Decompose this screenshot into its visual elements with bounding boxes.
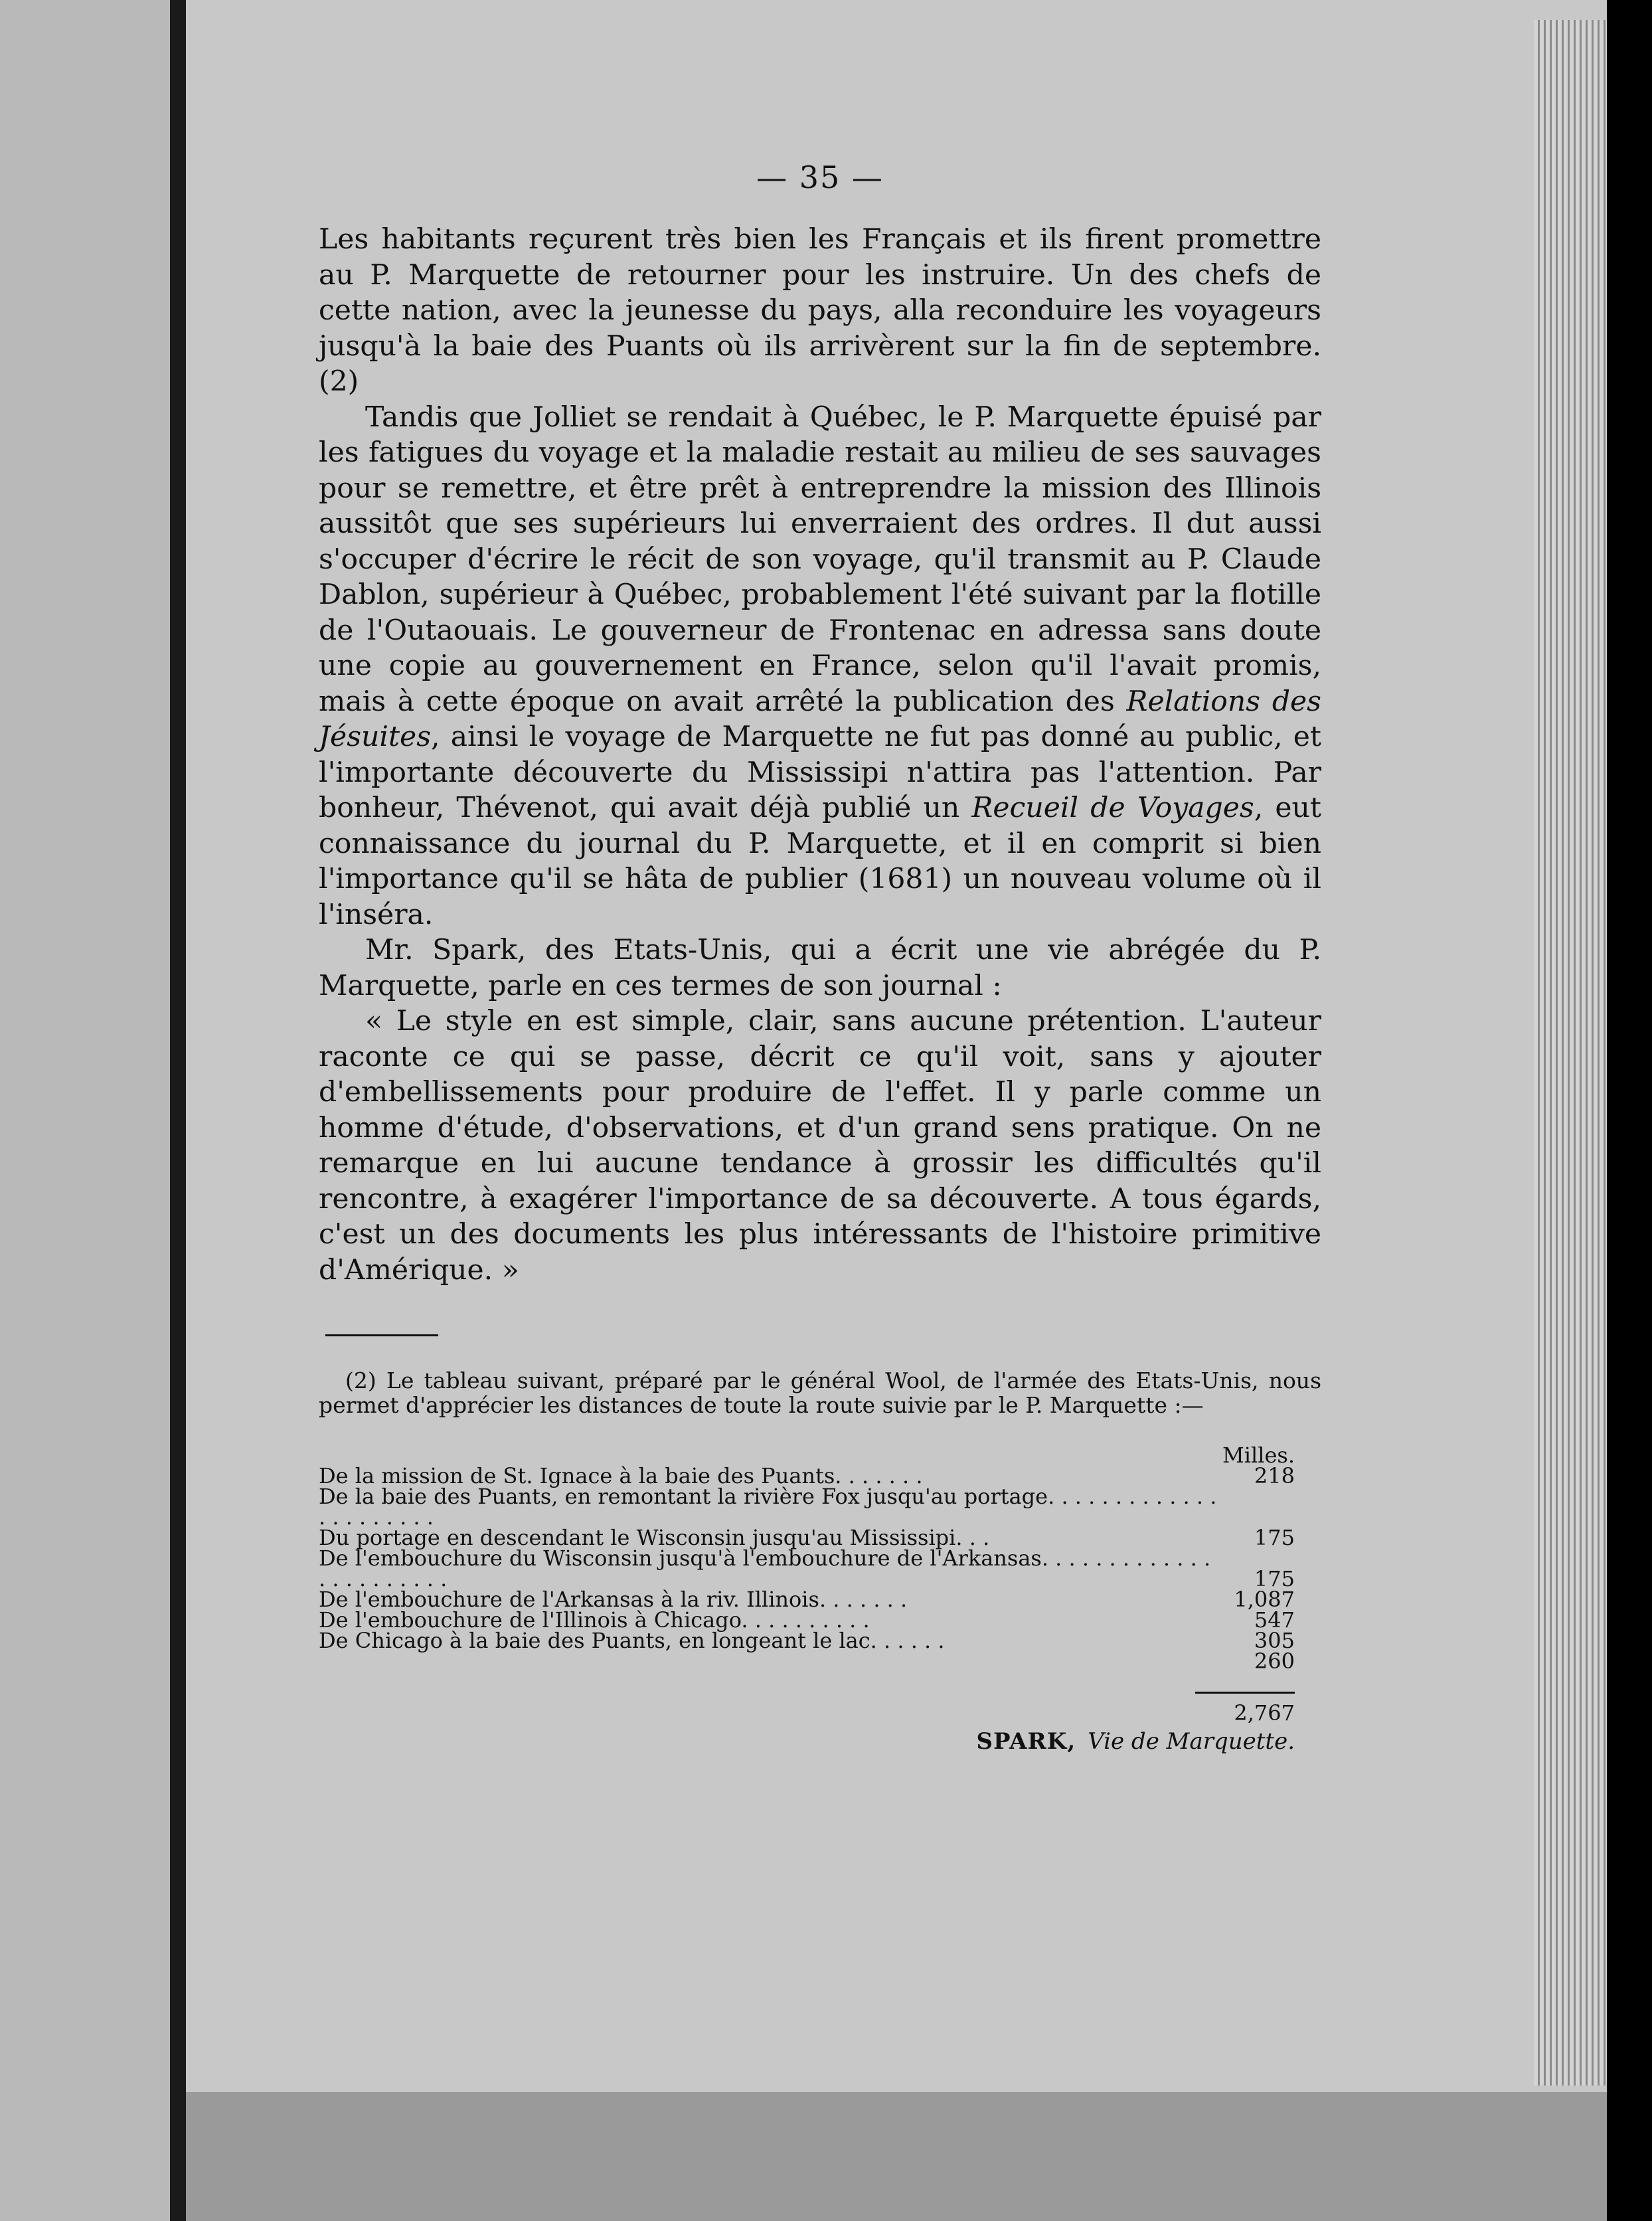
row-label: De l'embouchure du Wisconsin jusqu'à l'embouchure de l'Arkansas. . . . . . . . . . . . . . . . . . . . . . . [319,1546,1211,1591]
footnote-rule [325,1334,438,1336]
body-text [319,222,1321,1288]
paragraph-1: Les habitants reçurent très bien les Français et ils firent promettre au P. Marquette de retourner pour les instruire. Un des chefs de cette nation, avec la jeunesse du pays, alla reconduire les voyageurs jusqu'à la baie des Puants où ils arrivèrent sur la fin de septembre. (2) [319,223,1321,398]
row-value: 260 [1254,1648,1295,1674]
paragraph-2 [319,400,1321,933]
footnote-text: (2) Le tableau suivant, préparé par le général Wool, de l'armée des Etats-Unis, nous permet d'apprécier les distances de toute la route suivie par le P. Marquette :— [319,1368,1321,1418]
row-value: 305 [1254,1628,1295,1653]
row-value: 175 [1254,1566,1295,1591]
book-gutter [170,0,186,2221]
row-label [319,1651,1222,1672]
table-row [319,1631,1321,1651]
relations-title: Relations des Jésuites [319,685,1321,753]
recueil-title: Recueil de Voyages [971,792,1254,824]
table-row [319,1548,1321,1589]
paragraph-3: Mr. Spark, des Etats-Unis, qui a écrit une vie abrégée du P. Marquette, parle en ces termes de son journal : [319,934,1321,1002]
table-row [319,1486,1321,1528]
source-citation [319,1728,1321,1755]
source-author: SPARK, [976,1728,1076,1755]
row-label: De l'embouchure de l'Illinois à Chicago. . . . . . . . . . [319,1607,870,1633]
row-label: Du portage en descendant le Wisconsin jusqu'au Mississipi. . . [319,1525,990,1550]
paragraph-2-text-a: Tandis que Jolliet se rendait à Québec, le P. Marquette épuisé par les fatigues du voyage et la maladie restait au milieu de ses sauvages pour se remettre, et être prêt à entreprendre la mission des Illinois aussitôt que ses supérieurs lui enverraient des ordres. Il dut aussi s'occuper d'écrire le récit de son voyage, qu'il transmit au P. Claude Dablon, supérieur à Québec, probablement l'été suivant par la flotille de l'Outaouais. Le gouverneur de Frontenac en adressa sans doute une copie au gouvernement en France, selon qu'il l'avait promis, mais à cette époque on avait arrêté la publication des [319,400,1321,718]
distance-total: 2,767 [1234,1700,1295,1726]
row-value: 547 [1254,1607,1295,1633]
source-work: Vie de Marquette. [1088,1728,1295,1755]
row-label: De l'embouchure de l'Arkansas à la riv. Illinois. . . . . . . [319,1587,908,1612]
distance-table [319,1445,1321,1672]
row-value: 175 [1254,1525,1295,1550]
row-value: 1,087 [1234,1587,1295,1612]
paragraph-2-text-c: , eut connaissance du journal du P. Marquette, et il en comprit si bien l'importance qu'il se hâta de publier (1681) un nouveau volume où il l'inséra. [319,792,1321,931]
paragraph-4-quote: « Le style en est simple, clair, sans aucune prétention. L'auteur raconte ce qui se passe, décrit ce qu'il voit, sans y ajouter d'embellissements pour produire de l'effet. Il y parle comme un homme d'étude, d'observations, et d'un grand sens pratique. On ne remarque en lui aucune tendance à grossir les difficultés qu'il rencontre, à exagérer l'importance de sa découverte. A tous égards, c'est un des documents les plus intéressants de l'histoire primitive d'Amérique. » [319,1005,1321,1287]
left-page-edge [0,0,179,2221]
unit-header: Milles. [1222,1443,1295,1468]
paragraph-2-text-b: , ainsi le voyage de Marquette ne fut pas donné au public, et l'importante découverte du Mississipi n'attira pas l'attention. Par bonheur, Thévenot, qui avait déjà publié un [319,721,1321,824]
page-stack-edge [1534,20,1607,2086]
row-value: 218 [1254,1463,1295,1488]
page-content [319,159,1321,1755]
page-bottom-margin [186,2092,1607,2221]
page-number: — 35 — [756,159,884,195]
row-value [1222,1486,1321,1528]
total-rule [1195,1692,1295,1694]
row-label: De la baie des Puants, en remontant la rivière Fox jusqu'au portage. . . . . . . . . . . . . . . . . . . . . . [319,1484,1217,1530]
table-row [319,1651,1321,1672]
row-label: De la mission de St. Ignace à la baie des Puants. . . . . . . [319,1463,923,1488]
row-label: De Chicago à la baie des Puants, en longeant le lac. . . . . . [319,1628,945,1653]
